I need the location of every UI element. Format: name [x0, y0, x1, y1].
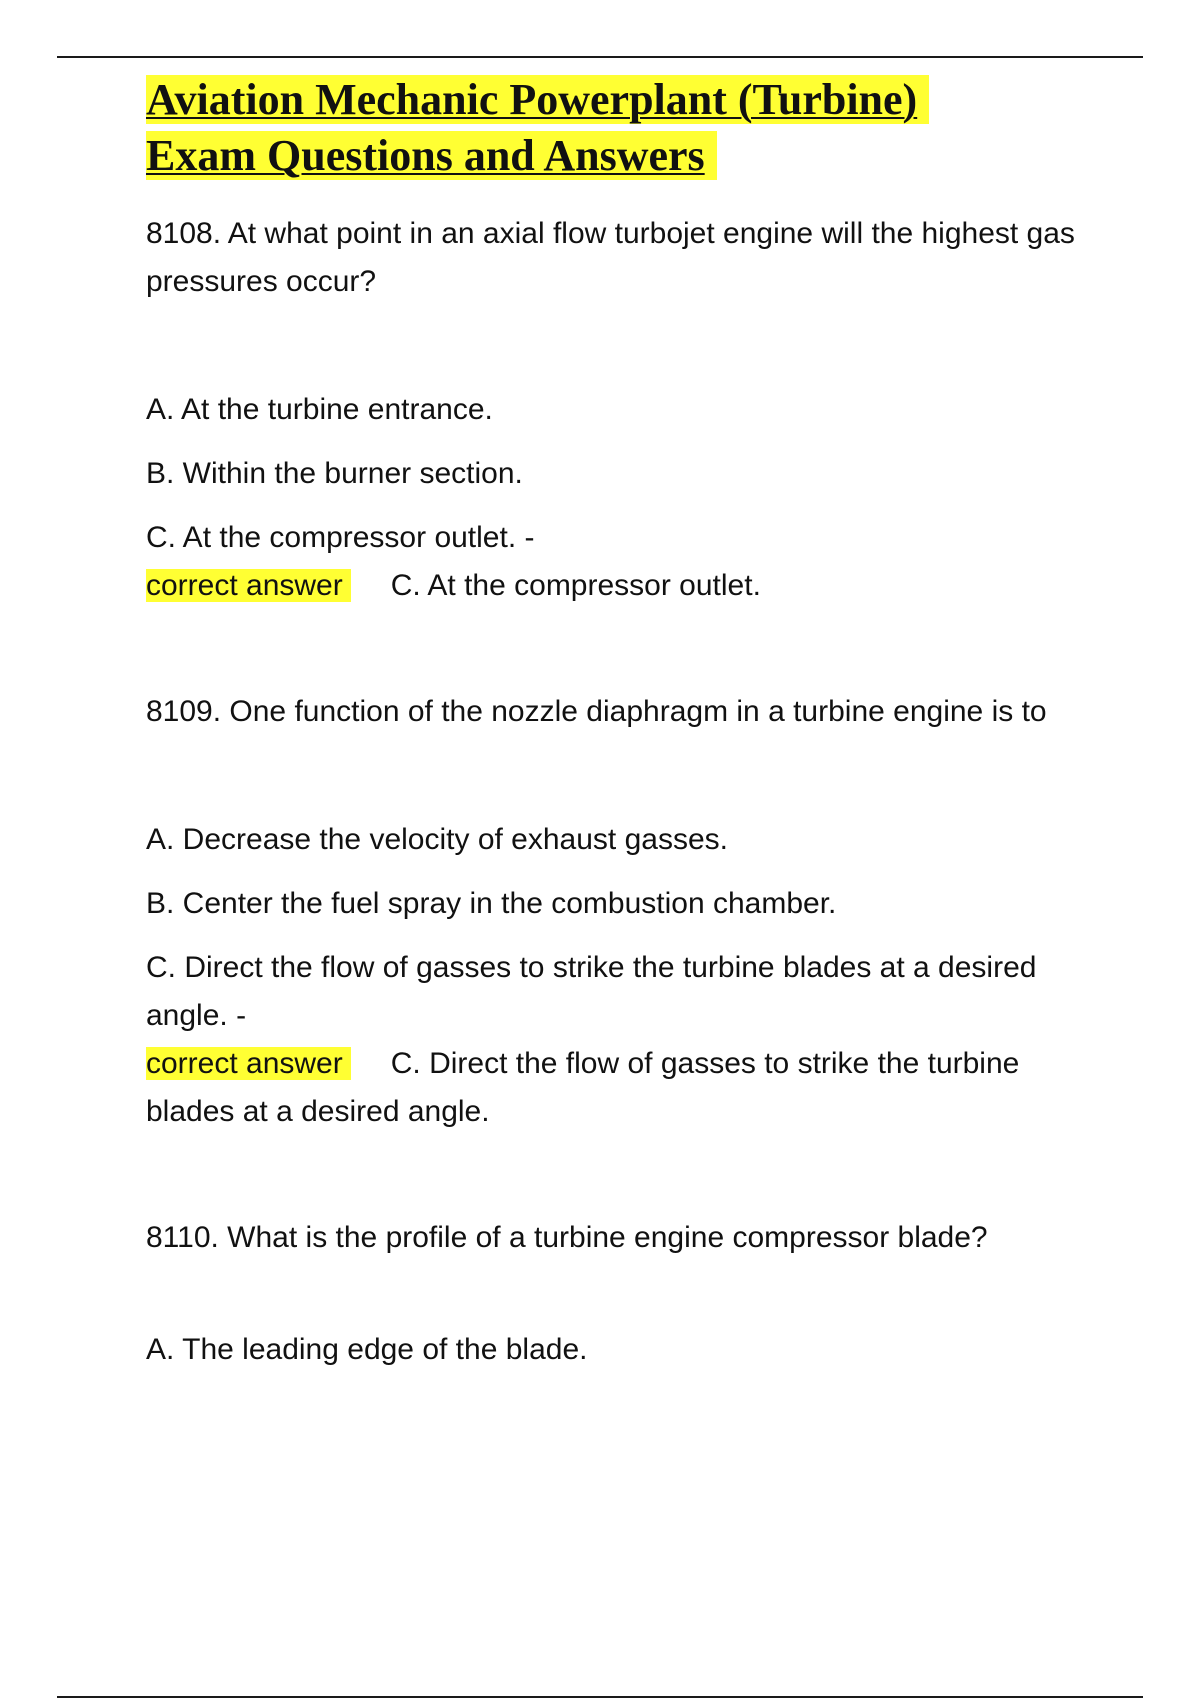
- question-8110: 8110. What is the profile of a turbine engine compressor blade?: [146, 1221, 988, 1254]
- answer-8108: [146, 562, 1096, 610]
- document-title: [146, 72, 1096, 184]
- title-line-2: Exam Questions and Answers: [146, 131, 717, 180]
- option-8108-c: C. At the compressor outlet. -: [146, 521, 535, 554]
- correct-answer-label: correct answer: [146, 1047, 351, 1080]
- answer-8108-text: C. At the compressor outlet.: [390, 569, 761, 602]
- title-line-1: Aviation Mechanic Powerplant (Turbine): [146, 75, 929, 124]
- option-8109-a: A. Decrease the velocity of exhaust gasses.: [146, 823, 728, 856]
- option-8109-b: B. Center the fuel spray in the combustion chamber.: [146, 887, 837, 920]
- option-8108-b: B. Within the burner section.: [146, 457, 523, 490]
- answer-8109: [146, 1040, 1096, 1136]
- option-8108-a: A. At the turbine entrance.: [146, 393, 493, 426]
- option-8109-c: C. Direct the flow of gasses to strike the turbine blades at a desired angle. -: [146, 951, 1037, 1032]
- correct-answer-label: correct answer: [146, 569, 351, 602]
- question-8108: 8108. At what point in an axial flow turbojet engine will the highest gas pressures occur?: [146, 217, 1075, 298]
- option-8110-a: A. The leading edge of the blade.: [146, 1333, 588, 1366]
- question-8109: 8109. One function of the nozzle diaphragm in a turbine engine is to: [146, 695, 1047, 728]
- top-rule: [57, 56, 1143, 58]
- bottom-rule: [57, 1696, 1143, 1698]
- answer-8109-text: C. Direct the flow of gasses to strike the turbine blades at a desired angle.: [146, 1047, 1020, 1128]
- document-body: [146, 72, 1096, 1374]
